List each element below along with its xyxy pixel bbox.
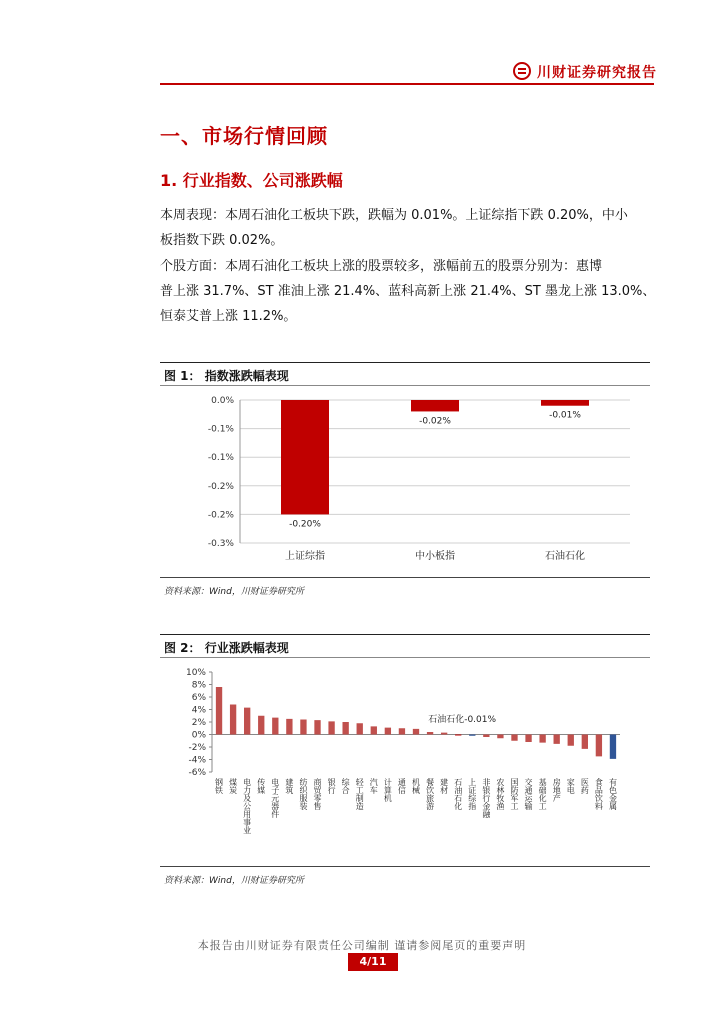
index-change-chart <box>160 388 650 573</box>
bar <box>286 719 292 735</box>
bar <box>314 720 320 734</box>
figure2-title-rule <box>160 657 650 658</box>
data-label: -0.20% <box>289 519 321 530</box>
bar <box>610 735 616 759</box>
y-tick-label: -0.1% <box>207 453 234 464</box>
bar <box>469 735 475 736</box>
bar <box>272 718 278 735</box>
bar <box>554 735 560 744</box>
bar <box>541 400 589 406</box>
paragraph-stock-performance <box>160 254 656 329</box>
figure2-source: 资料来源：Wind，川财证券研究所 <box>164 876 304 886</box>
y-tick-label: 0.0% <box>211 396 234 406</box>
y-tick-label: -0.2% <box>207 510 234 521</box>
x-tick-label: 石油石化 <box>453 778 463 810</box>
x-tick-label: 传媒 <box>256 778 266 794</box>
paragraph-line: 板指数下跌 0.02%。 <box>160 233 284 248</box>
industry-change-chart <box>160 660 650 865</box>
bar <box>497 735 503 739</box>
bar <box>300 720 306 735</box>
header-divider <box>160 83 654 85</box>
annotation: 石油石化-0.01% <box>428 715 497 725</box>
bar <box>441 733 447 735</box>
figure1-title-rule <box>160 385 650 386</box>
x-tick-label: 轻工制造 <box>355 778 365 810</box>
x-tick-label: 综合 <box>341 778 351 794</box>
bar <box>230 705 236 735</box>
figure1-top-rule <box>160 362 650 363</box>
bar <box>357 723 363 734</box>
y-tick-label: -6% <box>188 768 206 778</box>
bar <box>413 729 419 735</box>
figure1-source: 资料来源：Wind，川财证券研究所 <box>164 587 304 597</box>
bar <box>427 732 433 735</box>
bar <box>596 735 602 757</box>
bar <box>525 735 531 743</box>
x-tick-label: 家电 <box>566 778 576 794</box>
figure2-top-rule <box>160 634 650 635</box>
paragraph-line: 本周表现：本周石油化工板块下跌，跌幅为 0.01%。上证综指下跌 0.20%，中小 <box>160 208 628 223</box>
x-tick-label: 非银行金融 <box>481 778 491 818</box>
bar <box>342 722 348 735</box>
y-tick-label: -0.3% <box>207 539 234 549</box>
x-tick-label: 建筑 <box>284 778 294 794</box>
data-label: -0.02% <box>419 416 451 427</box>
x-tick-label: 石油石化 <box>545 551 585 562</box>
bar <box>216 687 222 735</box>
paragraph-weekly-performance <box>160 203 656 253</box>
x-tick-label: 食品饮料 <box>594 778 604 810</box>
bar <box>281 400 329 514</box>
x-tick-label: 有色金属 <box>608 778 618 810</box>
x-tick-label: 计算机 <box>383 778 393 802</box>
x-tick-label: 煤炭 <box>228 778 238 794</box>
x-tick-label: 农林牧渔 <box>495 778 505 810</box>
x-tick-label: 通信 <box>397 778 407 794</box>
x-tick-label: 商贸零售 <box>313 778 323 810</box>
bar <box>511 735 517 741</box>
page-number: 4/11 <box>348 953 398 971</box>
bar <box>258 716 264 735</box>
x-tick-label: 电子元器件 <box>270 778 280 818</box>
figure2-bottom-rule <box>160 866 650 867</box>
y-tick-label: 0% <box>191 730 206 741</box>
x-tick-label: 机械 <box>411 778 421 794</box>
x-tick-label: 银行 <box>327 778 337 794</box>
y-tick-label: 2% <box>191 718 206 728</box>
y-tick-label: -0.2% <box>207 481 234 492</box>
x-tick-label: 餐饮旅游 <box>425 778 435 810</box>
x-tick-label: 纺织服装 <box>298 778 308 810</box>
section-subtitle: 1. 行业指数、公司涨跌幅 <box>160 171 343 190</box>
x-tick-label: 电力及公用事业 <box>242 778 252 834</box>
figure2-title: 图 2： 行业涨跌幅表现 <box>164 641 289 655</box>
bar <box>455 735 461 736</box>
y-tick-label: -2% <box>188 743 206 753</box>
y-tick-label: -0.1% <box>207 424 234 435</box>
y-tick-label: -4% <box>188 755 206 766</box>
x-tick-label: 汽车 <box>369 778 379 794</box>
x-tick-label: 基础化工 <box>538 778 548 810</box>
paragraph-line: 恒泰艾普上涨 11.2%。 <box>160 309 297 324</box>
x-tick-label: 上证综指 <box>285 551 325 562</box>
bar <box>328 721 334 734</box>
x-tick-label: 中小板指 <box>415 551 455 562</box>
x-tick-label: 国防军工 <box>509 778 519 810</box>
x-tick-label: 房地产 <box>552 778 562 802</box>
paragraph-line: 普上涨 31.7%、ST 准油上涨 21.4%、蓝科高新上涨 21.4%、ST 墨龙上涨 13.0%、 <box>160 284 656 299</box>
bar <box>399 728 405 734</box>
paragraph-line: 个股方面：本周石油化工板块上涨的股票较多，涨幅前五的股票分别为：惠博 <box>160 259 603 274</box>
brand-logo-icon <box>513 62 531 80</box>
bar <box>582 735 588 749</box>
y-tick-label: 10% <box>185 668 206 678</box>
y-tick-label: 6% <box>191 693 206 703</box>
y-tick-label: 8% <box>191 680 206 691</box>
x-tick-label: 建材 <box>439 778 449 794</box>
bar <box>411 400 459 411</box>
x-tick-label: 上证综指 <box>467 778 477 810</box>
section-title: 一、市场行情回顾 <box>160 124 328 148</box>
bar <box>244 708 250 735</box>
bar <box>483 735 489 738</box>
x-tick-label: 医药 <box>580 778 590 794</box>
data-label: -0.01% <box>549 410 581 421</box>
bar <box>385 728 391 735</box>
figure1-bottom-rule <box>160 577 650 578</box>
brand-name: 川财证券研究报告 <box>537 65 657 81</box>
y-tick-label: 4% <box>191 705 206 716</box>
bar <box>371 726 377 734</box>
bar <box>568 735 574 746</box>
x-tick-label: 交通运输 <box>524 778 534 810</box>
x-tick-label: 钢铁 <box>214 778 224 794</box>
figure1-title: 图 1： 指数涨跌幅表现 <box>164 369 289 383</box>
footer-disclaimer: 本报告由川财证券有限责任公司编制 谨请参阅尾页的重要声明 <box>197 939 527 952</box>
bar <box>539 735 545 743</box>
